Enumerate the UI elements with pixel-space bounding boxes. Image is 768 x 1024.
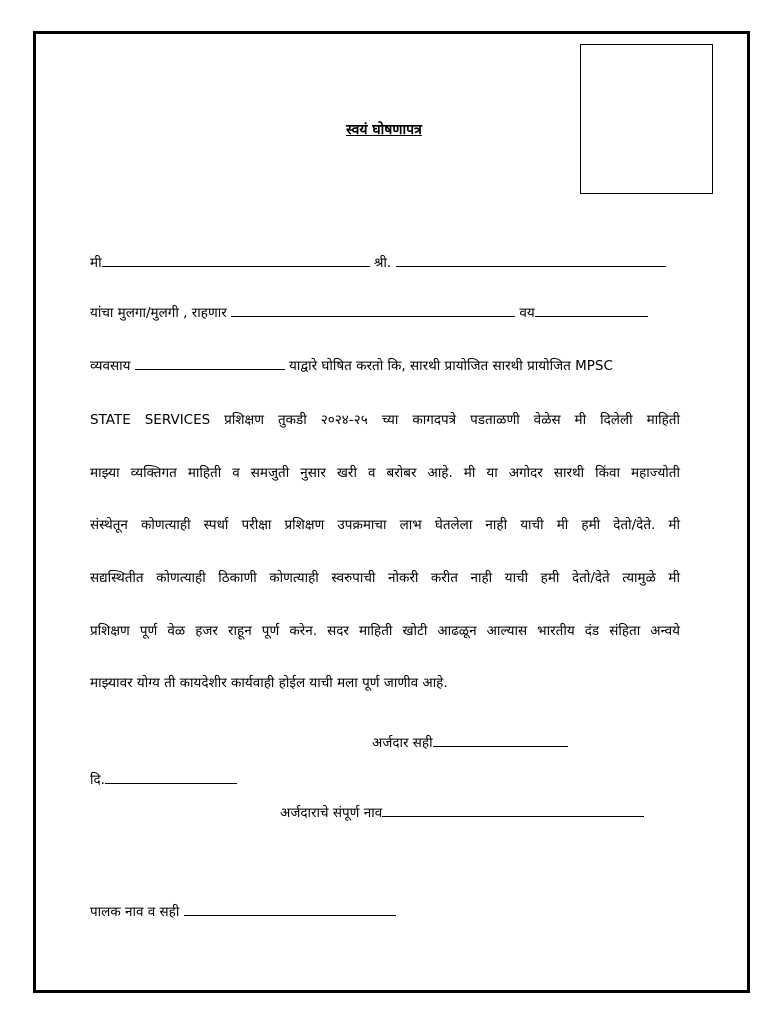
occupation-line xyxy=(90,356,680,376)
applicant-sign-field[interactable] xyxy=(433,734,568,747)
date-line xyxy=(90,770,237,790)
guardian-label: पालक नाव व सही xyxy=(90,904,180,920)
paragraph-line: STATE SERVICES प्रशिक्षण तुकडी २०२४-२५ च्या कागदपत्रे पडताळणी वेळेस मी दिलेली माहिती xyxy=(90,412,680,428)
residence-field[interactable] xyxy=(231,304,515,317)
guardian-line xyxy=(90,902,396,922)
applicant-name-field[interactable] xyxy=(382,804,644,817)
applicant-sign-label: अर्जदार सही xyxy=(372,735,433,751)
residence-line xyxy=(90,303,680,323)
name-field[interactable] xyxy=(102,254,370,267)
name-label: मी xyxy=(90,255,102,271)
applicant-name-label: अर्जदाराचे संपूर्ण नाव xyxy=(280,805,383,821)
age-field[interactable] xyxy=(535,304,648,317)
residence-label: यांचा मुलगा/मुलगी , राहणार xyxy=(90,305,227,321)
age-label: वय xyxy=(519,305,535,321)
occupation-suffix: याद्वारे घोषित करतो कि, सारथी प्रायोजित सारथी प्रायोजित MPSC xyxy=(289,358,613,374)
paragraph-line: प्रशिक्षण पूर्ण वेळ हजर राहून पूर्ण करेन. सदर माहिती खोटी आढळून आल्यास भारतीय दंड संहिता अन्वये xyxy=(90,623,680,639)
date-field[interactable] xyxy=(105,771,237,784)
date-label: दि. xyxy=(90,772,105,788)
page-title: स्वयं घोषणापत्र xyxy=(346,122,422,138)
father-name-field[interactable] xyxy=(396,254,666,267)
occupation-field[interactable] xyxy=(135,357,285,370)
paragraph-line: सद्यस्थितीत कोणत्याही ठिकाणी कोणत्याही स्वरुपाची नोकरी करीत नाही याची हमी देतो/देते त्यामुळे मी xyxy=(90,570,680,586)
applicant-sign-line xyxy=(372,733,568,753)
applicant-name-line xyxy=(280,803,644,823)
photo-box xyxy=(580,44,713,194)
guardian-field[interactable] xyxy=(184,903,396,916)
occupation-label: व्यवसाय xyxy=(90,358,131,374)
paragraph-line: माझ्यावर योग्य ती कायदेशीर कार्यवाही होईल याची मला पूर्ण जाणीव आहे. xyxy=(90,675,448,691)
paragraph-line: संस्थेतून कोणत्याही स्पर्धा परीक्षा प्रशिक्षण उपक्रमाचा लाभ घेतलेला नाही याची मी हमी देतो/देते. मी xyxy=(90,517,680,533)
father-label: श्री. xyxy=(373,255,392,271)
name-line xyxy=(90,253,680,273)
paragraph-line: माझ्या व्यक्तिगत माहिती व समजुती नुसार खरी व बरोबर आहे. मी या अगोदर सारथी किंवा महाज्योती xyxy=(90,465,680,481)
